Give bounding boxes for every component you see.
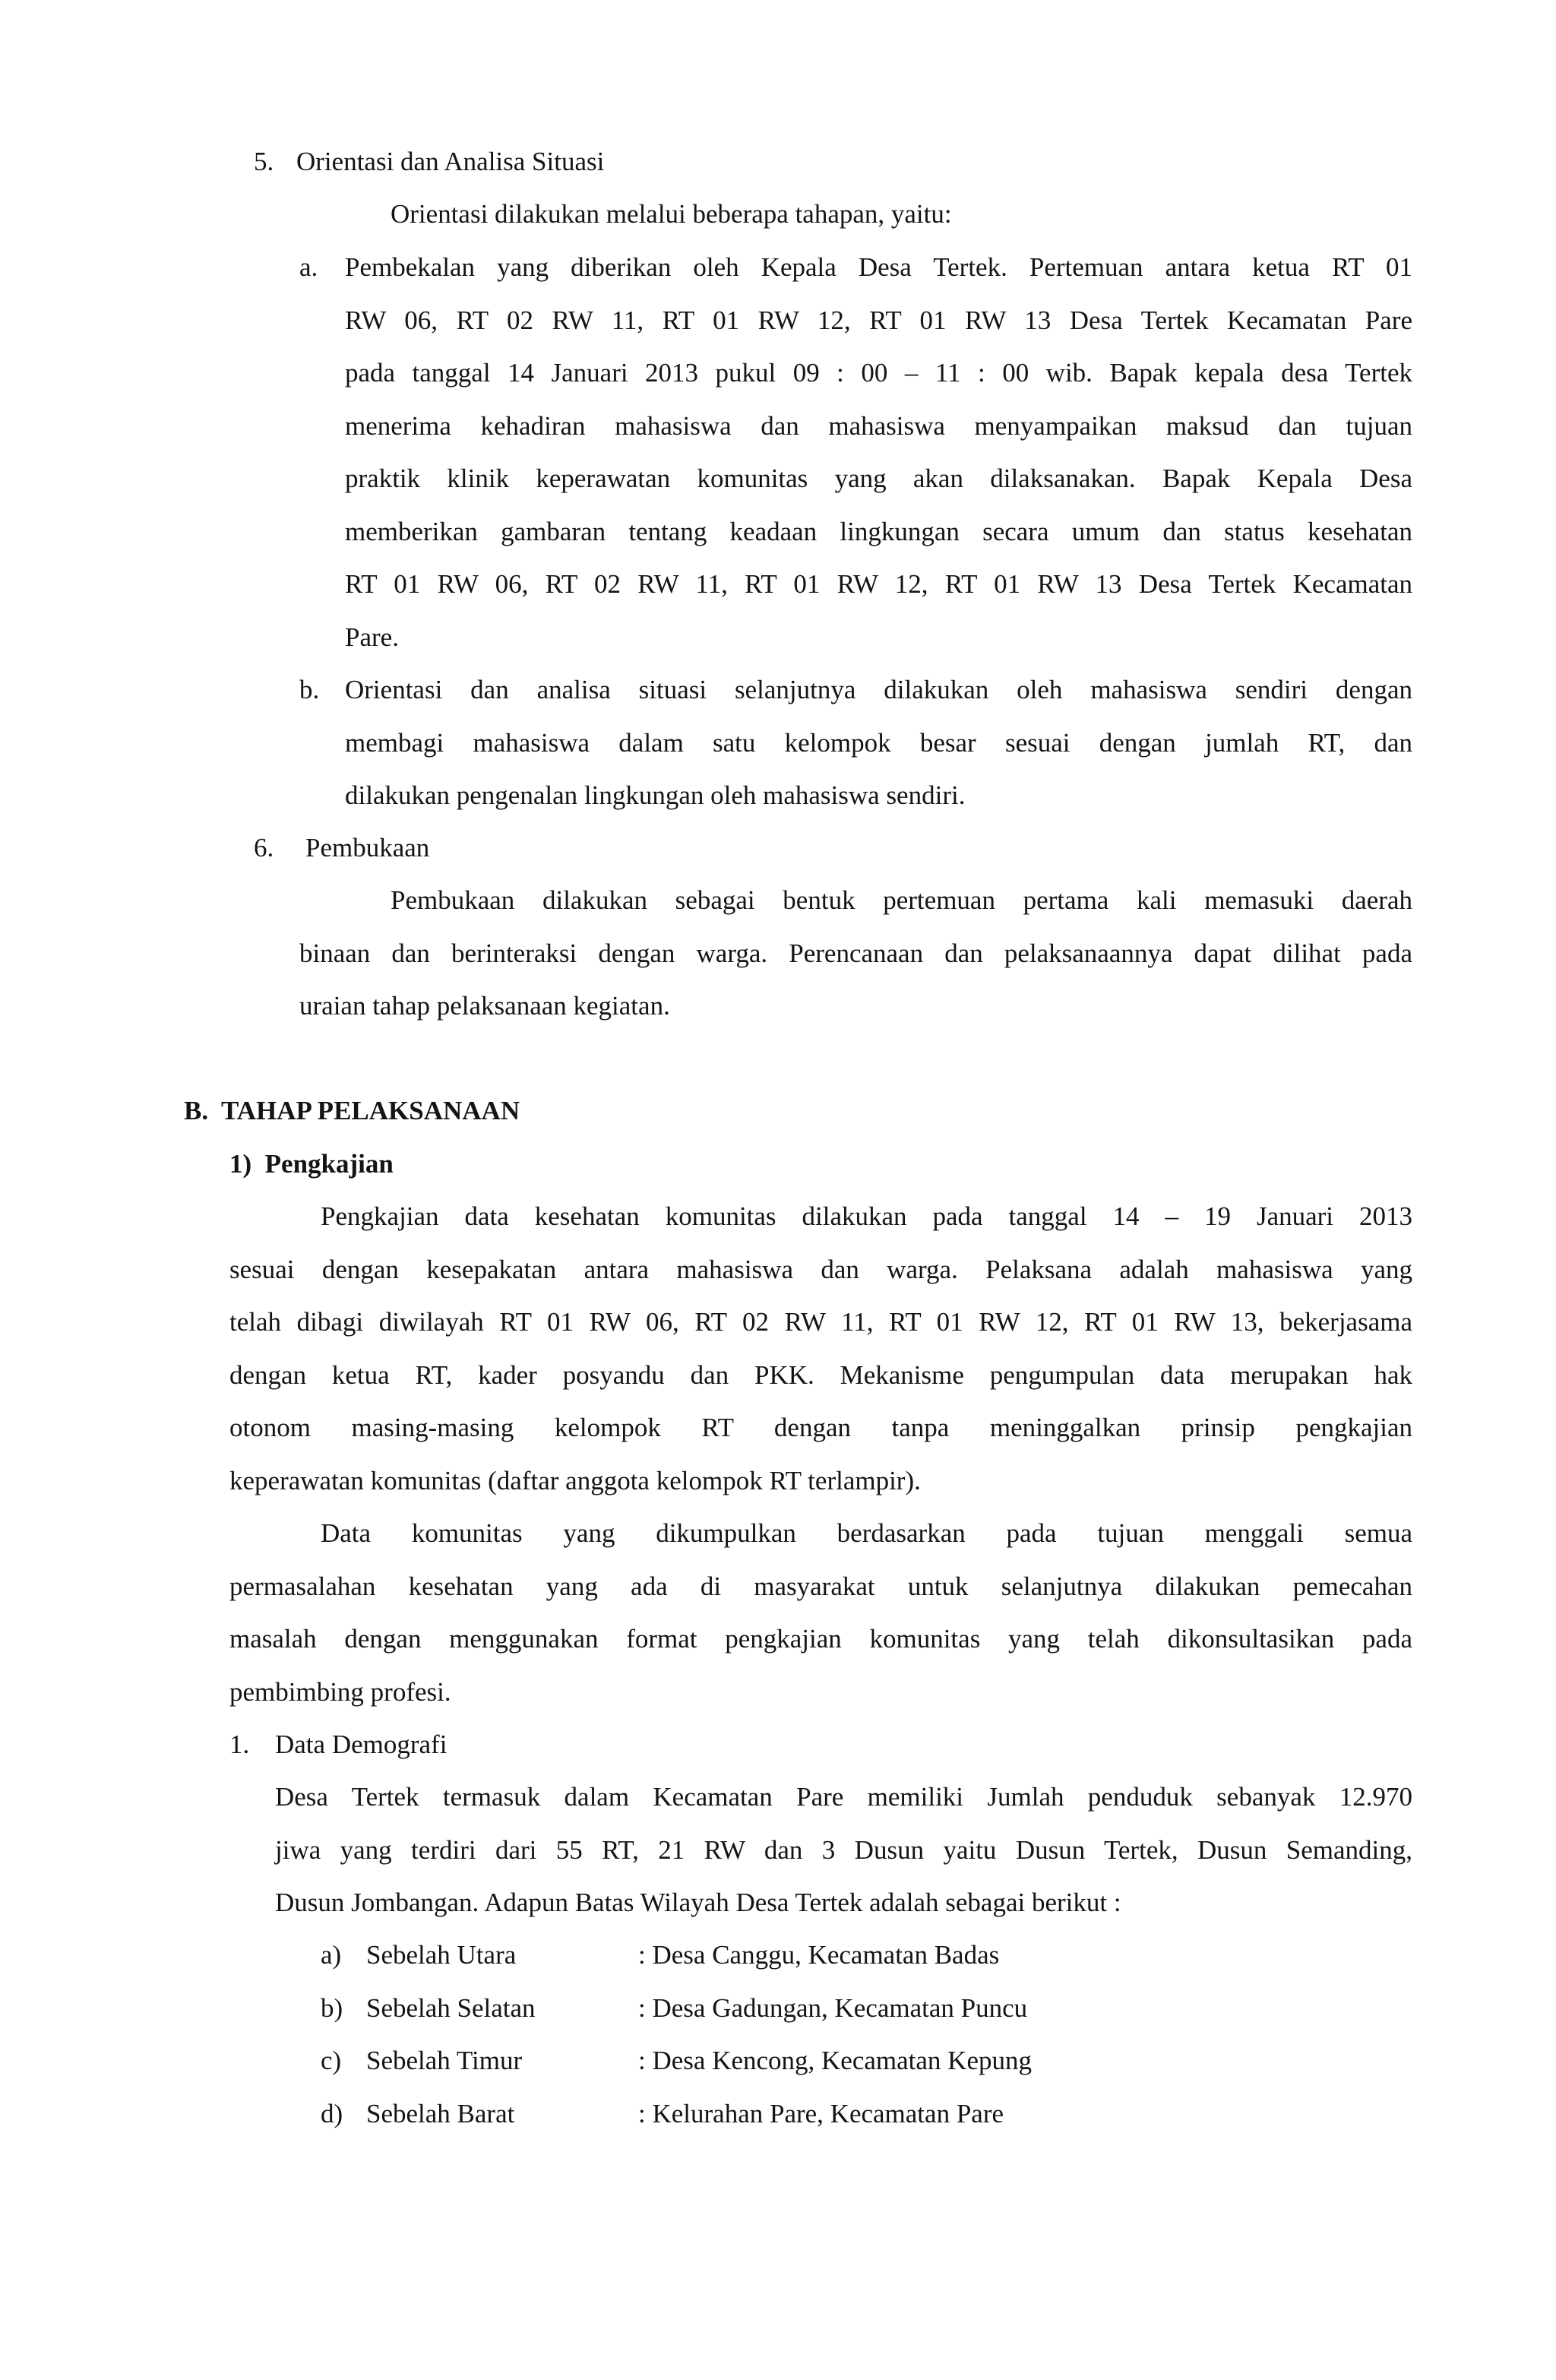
- section-6-title: Pembukaan: [305, 833, 430, 862]
- item-b-line: membagi mahasiswa dalam satu kelompok besar sesuai dengan jumlah RT, dan: [345, 727, 1412, 758]
- border-marker: d): [321, 2099, 343, 2128]
- item-a-line: memberikan gambaran tentang keadaan lingkungan secara umum dan status kesehatan: [345, 516, 1412, 546]
- demografi-title: Data Demografi: [275, 1730, 448, 1759]
- border-label: Sebelah Selatan: [366, 1993, 536, 2023]
- section-6-line: binaan dan berinteraksi dengan warga. Perencanaan dan pelaksanaannya dapat dilihat pada: [299, 938, 1412, 968]
- item-a-line: menerima kehadiran mahasiswa dan mahasiswa menyampaikan maksud dan tujuan: [345, 410, 1412, 441]
- subsection-pengkajian-heading: 1) Pengkajian: [229, 1149, 394, 1179]
- paragraph-line: Desa Tertek termasuk dalam Kecamatan Pare memiliki Jumlah penduduk sebanyak 12.970: [275, 1782, 1412, 1812]
- paragraph-line: Data komunitas yang dikumpulkan berdasarkan pada tujuan menggali semua: [321, 1518, 1412, 1548]
- paragraph-line: telah dibagi diwilayah RT 01 RW 06, RT 02 RW 11, RT 01 RW 12, RT 01 RW 13, bekerjasama: [229, 1307, 1412, 1337]
- border-label: Sebelah Barat: [366, 2099, 515, 2128]
- section-5-intro: Orientasi dilakukan melalui beberapa tahapan, yaitu:: [391, 199, 952, 229]
- paragraph-line: otonom masing-masing kelompok RT dengan tanpa meninggalkan prinsip pengkajian: [229, 1413, 1412, 1442]
- item-b-marker: b.: [299, 675, 320, 704]
- paragraph-line: masalah dengan menggunakan format pengkajian komunitas yang telah dikonsultasikan pada: [229, 1624, 1412, 1654]
- border-marker: b): [321, 1993, 343, 2023]
- border-marker: c): [321, 2046, 342, 2075]
- item-a-line: Pembekalan yang diberikan oleh Kepala Desa Tertek. Pertemuan antara ketua RT 01: [345, 252, 1412, 282]
- border-value: : Desa Gadungan, Kecamatan Puncu: [638, 1993, 1028, 2023]
- paragraph-line: Pengkajian data kesehatan komunitas dilakukan pada tanggal 14 – 19 Januari 2013: [321, 1201, 1412, 1231]
- item-a-line: RW 06, RT 02 RW 11, RT 01 RW 12, RT 01 RW 13 Desa Tertek Kecamatan Pare: [345, 305, 1412, 335]
- border-value: : Desa Canggu, Kecamatan Badas: [638, 1940, 1000, 1970]
- item-a-line: RT 01 RW 06, RT 02 RW 11, RT 01 RW 12, RT 01 RW 13 Desa Tertek Kecamatan: [345, 569, 1412, 599]
- border-value: : Desa Kencong, Kecamatan Kepung: [638, 2046, 1032, 2075]
- item-a-marker: a.: [299, 252, 318, 282]
- demografi-number: 1.: [229, 1730, 250, 1759]
- item-a-line: praktik klinik keperawatan komunitas yang akan dilaksanakan. Bapak Kepala Desa: [345, 464, 1412, 493]
- section-5-number: 5.: [254, 147, 274, 176]
- section-6-number: 6.: [254, 833, 274, 862]
- section-6-paragraph: [299, 874, 1412, 1033]
- section-6-line: Pembukaan dilakukan sebagai bentuk pertemuan pertama kali memasuki daerah: [391, 885, 1412, 915]
- section-5-title: Orientasi dan Analisa Situasi: [296, 147, 605, 176]
- item-b-line: dilakukan pengenalan lingkungan oleh mahasiswa sendiri.: [345, 780, 966, 810]
- paragraph-line: Dusun Jombangan. Adapun Batas Wilayah Desa Tertek adalah sebagai berikut :: [275, 1888, 1121, 1917]
- pengkajian-paragraph-1: [229, 1190, 1412, 1507]
- item-a-line: pada tanggal 14 Januari 2013 pukul 09 : 00 – 11 : 00 wib. Bapak kepala desa Tertek: [345, 358, 1412, 388]
- item-a-line: Pare.: [345, 622, 399, 652]
- border-label: Sebelah Timur: [366, 2046, 523, 2075]
- paragraph-line: pembimbing profesi.: [229, 1676, 451, 1707]
- section-6-line: uraian tahap pelaksanaan kegiatan.: [299, 991, 670, 1021]
- border-marker: a): [321, 1940, 342, 1970]
- paragraph-line: keperawatan komunitas (daftar anggota kelompok RT terlampir).: [229, 1465, 921, 1495]
- paragraph-line: sesuai dengan kesepakatan antara mahasiswa dan warga. Pelaksana adalah mahasiswa yang: [229, 1254, 1412, 1284]
- item-a-text: [345, 241, 1412, 663]
- paragraph-line: permasalahan kesehatan yang ada di masyarakat untuk selanjutnya dilakukan pemecahan: [229, 1571, 1412, 1601]
- border-label: Sebelah Utara: [366, 1940, 517, 1970]
- paragraph-line: jiwa yang terdiri dari 55 RT, 21 RW dan 3 Dusun yaitu Dusun Tertek, Dusun Semanding,: [275, 1834, 1412, 1865]
- item-b-text: [345, 663, 1412, 822]
- demografi-paragraph: [275, 1771, 1412, 1929]
- border-value: : Kelurahan Pare, Kecamatan Pare: [638, 2099, 1004, 2128]
- item-b-line: Orientasi dan analisa situasi selanjutnya dilakukan oleh mahasiswa sendiri dengan: [345, 675, 1412, 704]
- section-b-heading: B. TAHAP PELAKSANAAN: [184, 1096, 520, 1125]
- paragraph-line: dengan ketua RT, kader posyandu dan PKK. Mekanisme pengumpulan data merupakan hak: [229, 1359, 1412, 1390]
- pengkajian-paragraph-2: [229, 1507, 1412, 1718]
